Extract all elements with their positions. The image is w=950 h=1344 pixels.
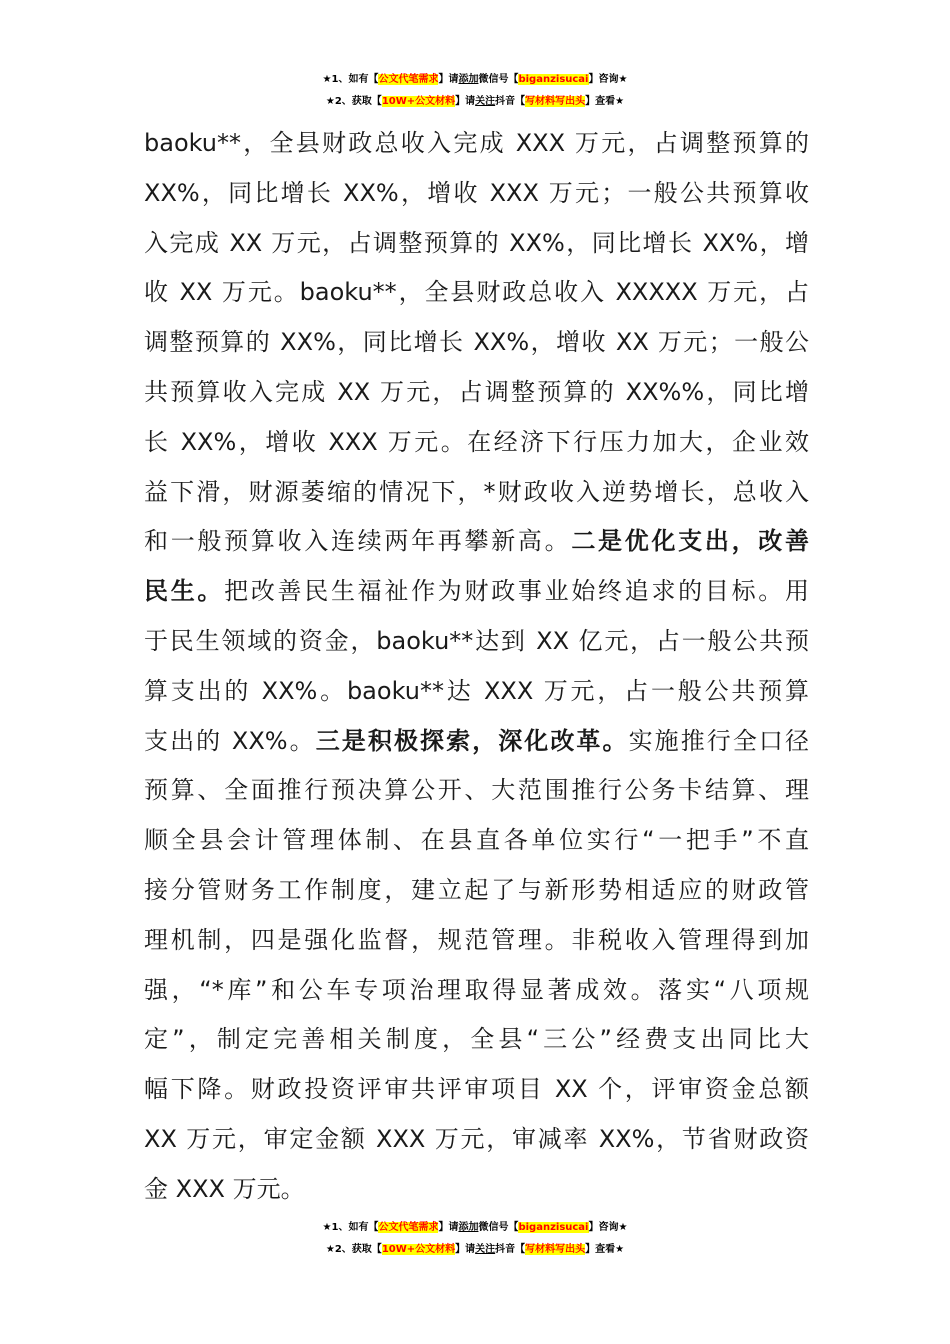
highlight-wechat-id: biganzisucai <box>518 1222 589 1233</box>
highlight-service: 公文代笔需求 <box>378 1222 439 1233</box>
text-line: 预算、全面推行预决算公开、大范围推行公务卡结算、理 <box>144 776 809 805</box>
promo-line-1: ★1、如有【公文代笔需求】请添加微信号【biganzisucai】咨询★ <box>322 74 628 85</box>
text-line: XX%，同比增长 XX%，增收 XXX 万元；一般公共预算收 <box>144 178 809 207</box>
highlight-douyin-account: 写材料写出头 <box>525 1244 586 1255</box>
document-body <box>144 119 809 1215</box>
highlight-service: 公文代笔需求 <box>378 74 439 85</box>
text-line: 长 XX%，增收 XXX 万元。在经济下行压力加大，企业效 <box>144 427 809 456</box>
text-line: 益下滑，财源萎缩的情况下，*财政收入逆势增长，总收入 <box>144 477 809 506</box>
text-line: 共预算收入完成 XX 万元，占调整预算的 XX%%，同比增 <box>144 377 809 406</box>
bold-heading-2: 二是优化支出，改善 <box>571 527 810 556</box>
text-line: 接分管财务工作制度，建立起了与新形势相适应的财政管 <box>144 875 809 904</box>
text-line: 入完成 XX 万元，占调整预算的 XX%，同比增长 XX%，增 <box>144 228 809 257</box>
text-line: 理机制，四是强化监督，规范管理。非税收入管理得到加 <box>144 925 809 954</box>
text-line: 于民生领域的资金，baoku**达到 XX 亿元，占一般公共预 <box>144 626 809 655</box>
promo-line-2: ★2、获取【10W+公文材料】请关注抖音【写材料写出头】查看★ <box>325 96 625 107</box>
bold-heading-3: 三是积极探索，深化改革。 <box>315 726 629 755</box>
text-line: 顺全县会计管理体制、在县直各单位实行“一把手”不直 <box>144 826 809 855</box>
promo-line-2: ★2、获取【10W+公文材料】请关注抖音【写材料写出头】查看★ <box>325 1244 625 1255</box>
text-line: XX 万元，审定金额 XXX 万元，审减率 XX%，节省财政资 <box>144 1124 809 1153</box>
text-line: 支出的 XX%。三是积极探索，深化改革。实施推行全口径 <box>144 726 809 755</box>
text-line: 民生。把改善民生福祉作为财政事业始终追求的目标。用 <box>144 577 809 606</box>
highlight-materials: 10W+公文材料 <box>381 1244 456 1255</box>
footer-promo-banner <box>0 1217 950 1261</box>
promo-line-1: ★1、如有【公文代笔需求】请添加微信号【biganzisucai】咨询★ <box>322 1222 628 1233</box>
highlight-materials: 10W+公文材料 <box>381 96 456 107</box>
text-line: 金 XXX 万元。 <box>144 1174 305 1203</box>
header-promo-banner <box>0 69 950 113</box>
text-line: 幅下降。财政投资评审共评审项目 XX 个，评审资金总额 <box>144 1075 809 1104</box>
text-line: 强，“*库”和公车专项治理取得显著成效。落实“八项规 <box>144 975 809 1004</box>
text-line: 和一般预算收入连续两年再攀新高。二是优化支出，改善 <box>144 527 810 556</box>
text-line: 调整预算的 XX%，同比增长 XX%，增收 XX 万元；一般公 <box>144 328 809 357</box>
text-line: baoku**，全县财政总收入完成 XXX 万元，占调整预算的 <box>144 129 809 157</box>
text-line: 算支出的 XX%。baoku**达 XXX 万元，占一般公共预算 <box>144 676 809 705</box>
bold-heading-2-cont: 民生。 <box>144 577 225 606</box>
highlight-wechat-id: biganzisucai <box>518 74 589 85</box>
highlight-douyin-account: 写材料写出头 <box>525 96 586 107</box>
text-line: 收 XX 万元。baoku**，全县财政总收入 XXXXX 万元，占 <box>144 278 809 307</box>
text-line: 定”，制定完善相关制度，全县“三公”经费支出同比大 <box>144 1025 809 1054</box>
